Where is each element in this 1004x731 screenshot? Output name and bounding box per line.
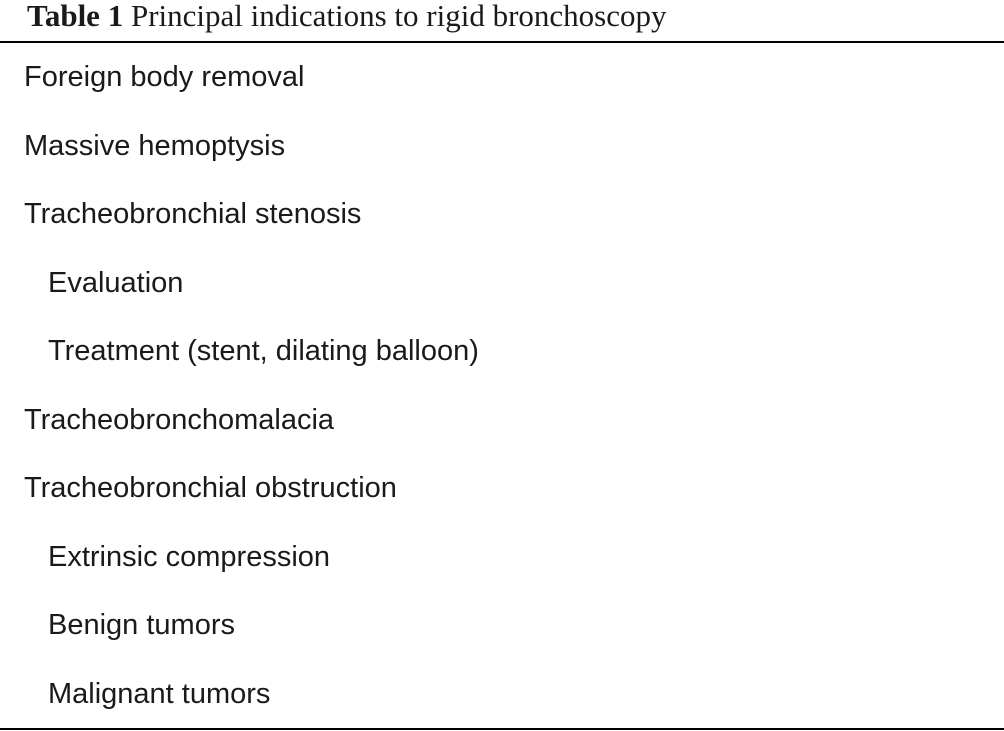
table-row: [0, 249, 1004, 318]
table-bottom-rule: [0, 728, 1004, 730]
table-caption: [27, 0, 666, 36]
table-row: [0, 591, 1004, 660]
table-row-label: Tracheobronchial obstruction: [24, 472, 397, 504]
table-row-label: Foreign body removal: [24, 61, 305, 93]
table-row-label: Massive hemoptysis: [24, 130, 286, 162]
table-row-label: Tracheobronchomalacia: [24, 404, 335, 436]
table-caption-text: Principal indications to rigid bronchoscopy: [130, 0, 667, 33]
table-row-label: Treatment (stent, dilating balloon): [48, 335, 479, 367]
table-caption-label: Table 1: [27, 0, 124, 33]
table-row-label: Evaluation: [48, 267, 184, 299]
table-row-label: Tracheobronchial stenosis: [24, 198, 362, 230]
table-row: [0, 386, 1004, 455]
table-row-label: Extrinsic compression: [48, 541, 331, 573]
table-row: [0, 112, 1004, 181]
table-row: [0, 43, 1004, 112]
table-row: [0, 317, 1004, 386]
table-row: [0, 660, 1004, 729]
table-body: [0, 43, 1004, 728]
table-row-label: Malignant tumors: [48, 678, 271, 710]
table-row: [0, 523, 1004, 592]
table-row-label: Benign tumors: [48, 609, 235, 641]
table-row: [0, 180, 1004, 249]
table-row: [0, 454, 1004, 523]
